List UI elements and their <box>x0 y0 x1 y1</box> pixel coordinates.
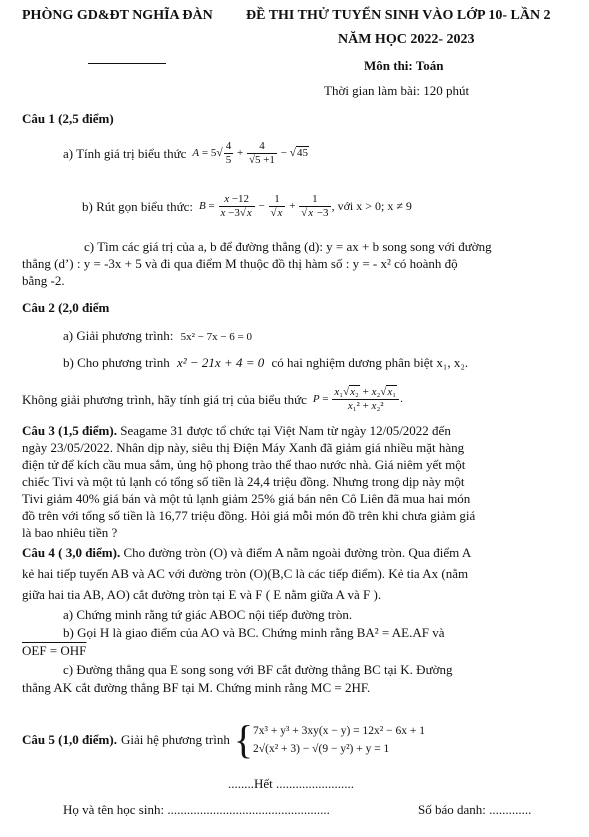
end-marker: ........Hết ........................ <box>228 776 355 791</box>
q4-line-1: kẻ hai tiếp tuyến AB và AC với đường tròn (O)(B,C là các tiếp điểm). Kẻ tia Ax (nằm <box>22 566 469 581</box>
q3-text-0: Seagame 31 được tổ chức tại Việt Nam từ ngày 12/05/2022 đến <box>120 423 451 438</box>
q3-line-5: đồ trên với tổng số tiền là 16,77 triệu đồng. Hỏi giá mỗi món đồ trên khi chưa giảm giá <box>22 508 476 523</box>
q3-line-2: điện tử để kích cầu mua sắm, ủng hộ phong trào thể thao nước nhà. Giá niêm yết một <box>22 457 466 472</box>
student-id-field: Số báo danh: ............. <box>418 802 532 817</box>
subject: Môn thi: Toán <box>364 58 444 73</box>
q4-line-3: a) Chứng minh rằng tứ giác ABOC nội tiếp đường tròn. <box>63 607 353 622</box>
q1c-line1: c) Tìm các giá trị của a, b để đường thẳng (d): y = ax + b song song với đường <box>84 239 492 254</box>
q1-heading: Câu 1 (2,5 điểm) <box>22 111 114 126</box>
exam-title: ĐỀ THI THỬ TUYỂN SINH VÀO LỚP 10- LẦN 2 <box>246 8 551 23</box>
q4-line-5: OEF = OHF <box>22 643 87 658</box>
q4-text-0: Cho đường tròn (O) và điểm A nằm ngoài đường tròn. Qua điểm A <box>123 545 472 560</box>
q2b <box>63 355 468 371</box>
q1b <box>82 193 412 220</box>
q2b-tail: có hai nghiệm dương phân biệt x₁, x₂. <box>271 355 469 370</box>
q3-heading: Câu 3 (1,5 điểm). <box>22 423 117 438</box>
q2a-text: a) Giải phương trình: <box>63 328 174 343</box>
q3-line-1: ngày 23/05/2022. Nhân dịp này, siêu thị Điện Máy Xanh đã giảm giá nhiều mặt hàng <box>22 440 465 455</box>
q5-heading: Câu 5 (1,0 điểm). <box>22 732 117 747</box>
q2a <box>63 328 252 344</box>
q5 <box>22 717 425 762</box>
q3-line-3: chiếc Tivi và một tủ lạnh có tổng số tiền là 24,4 triệu đồng. Nhưng trong dịp này một <box>22 474 465 489</box>
q2-heading: Câu 2 (2,0 điểm <box>22 300 110 315</box>
q2a-equation: 5x² − 7x − 6 = 0 <box>180 331 252 343</box>
q4-line-6: c) Đường thẳng qua E song song với BF cắt đường thẳng BC tại K. Đường <box>63 662 453 677</box>
system-brace: { <box>233 717 254 762</box>
q2b-text: b) Cho phương trình <box>63 355 170 370</box>
school-year: NĂM HỌC 2022- 2023 <box>338 32 475 47</box>
q3-line-4: Tivi giảm 40% giá bán và một tủ lạnh giảm 25% giá bán nên Cô Liên đã mua hai món <box>22 491 471 506</box>
q2c <box>22 386 403 413</box>
q4-line-0 <box>22 545 471 562</box>
q1c-line2: thẳng (d’) : y = -3x + 5 và đi qua điểm M thuộc đồ thị hàm số : y = - x² có hoành độ <box>22 256 458 271</box>
q1b-text: b) Rút gọn biểu thức: <box>82 198 194 214</box>
q4-heading: Câu 4 ( 3,0 điểm). <box>22 545 121 560</box>
q1a-expression: A = 5√ $\frac{4}{5}$ + $\frac{4}{√5 +1}$ − √45 <box>192 140 308 167</box>
department-name: PHÒNG GD&ĐT NGHĨA ĐÀN <box>22 8 213 23</box>
exam-duration: Thời gian làm bài: 120 phút <box>324 83 470 98</box>
q5-system <box>253 722 425 758</box>
q1b-expression: B = $\frac{x -12}{x -3√x}$ − $\frac{1}{√x}$ + $\frac{1}{√x -3}$ <box>199 193 329 220</box>
header-divider <box>88 63 166 64</box>
q2c-expression: P = $\frac{\text{x₁√x₂ + x₂√x₁}}{\text{x₁² + x₂²}}$ . <box>312 386 403 413</box>
q1a <box>63 140 309 167</box>
q2b-equation: x² − 21x + 4 = 0 <box>176 355 265 370</box>
q4-line-2: giữa hai tia AB, AO) cắt đường tròn tại E và F ( E nằm giữa A và F ). <box>22 587 382 602</box>
q5-eq2: 2√(x² + 3) − √(9 − y²) + y = 1 <box>253 743 390 755</box>
q1c-line3: bằng -2. <box>22 273 65 288</box>
q1b-condition: , với x > 0; x ≠ 9 <box>331 199 412 214</box>
q3-line-6: là bao nhiêu tiền ? <box>22 525 118 540</box>
q2c-text: Không giải phương trình, hãy tính giá trị của biểu thức <box>22 391 307 407</box>
student-name-field: Họ và tên học sinh: .................................................. <box>63 802 330 817</box>
q5-eq1: 7x³ + y³ + 3xy(x − y) = 12x² − 6x + 1 <box>253 725 425 737</box>
q1a-text: a) Tính giá trị biểu thức <box>63 145 187 161</box>
q4-line-7: thẳng AK cắt đường thẳng BF tại M. Chứng minh rằng MC = 2HF. <box>22 680 371 695</box>
q5-text: Giải hệ phương trình <box>120 732 230 747</box>
q3-line-0 <box>22 423 451 440</box>
q4-line-4: b) Gọi H là giao điểm của AO và BC. Chứng minh rằng BA² = AE.AF và <box>63 625 445 640</box>
